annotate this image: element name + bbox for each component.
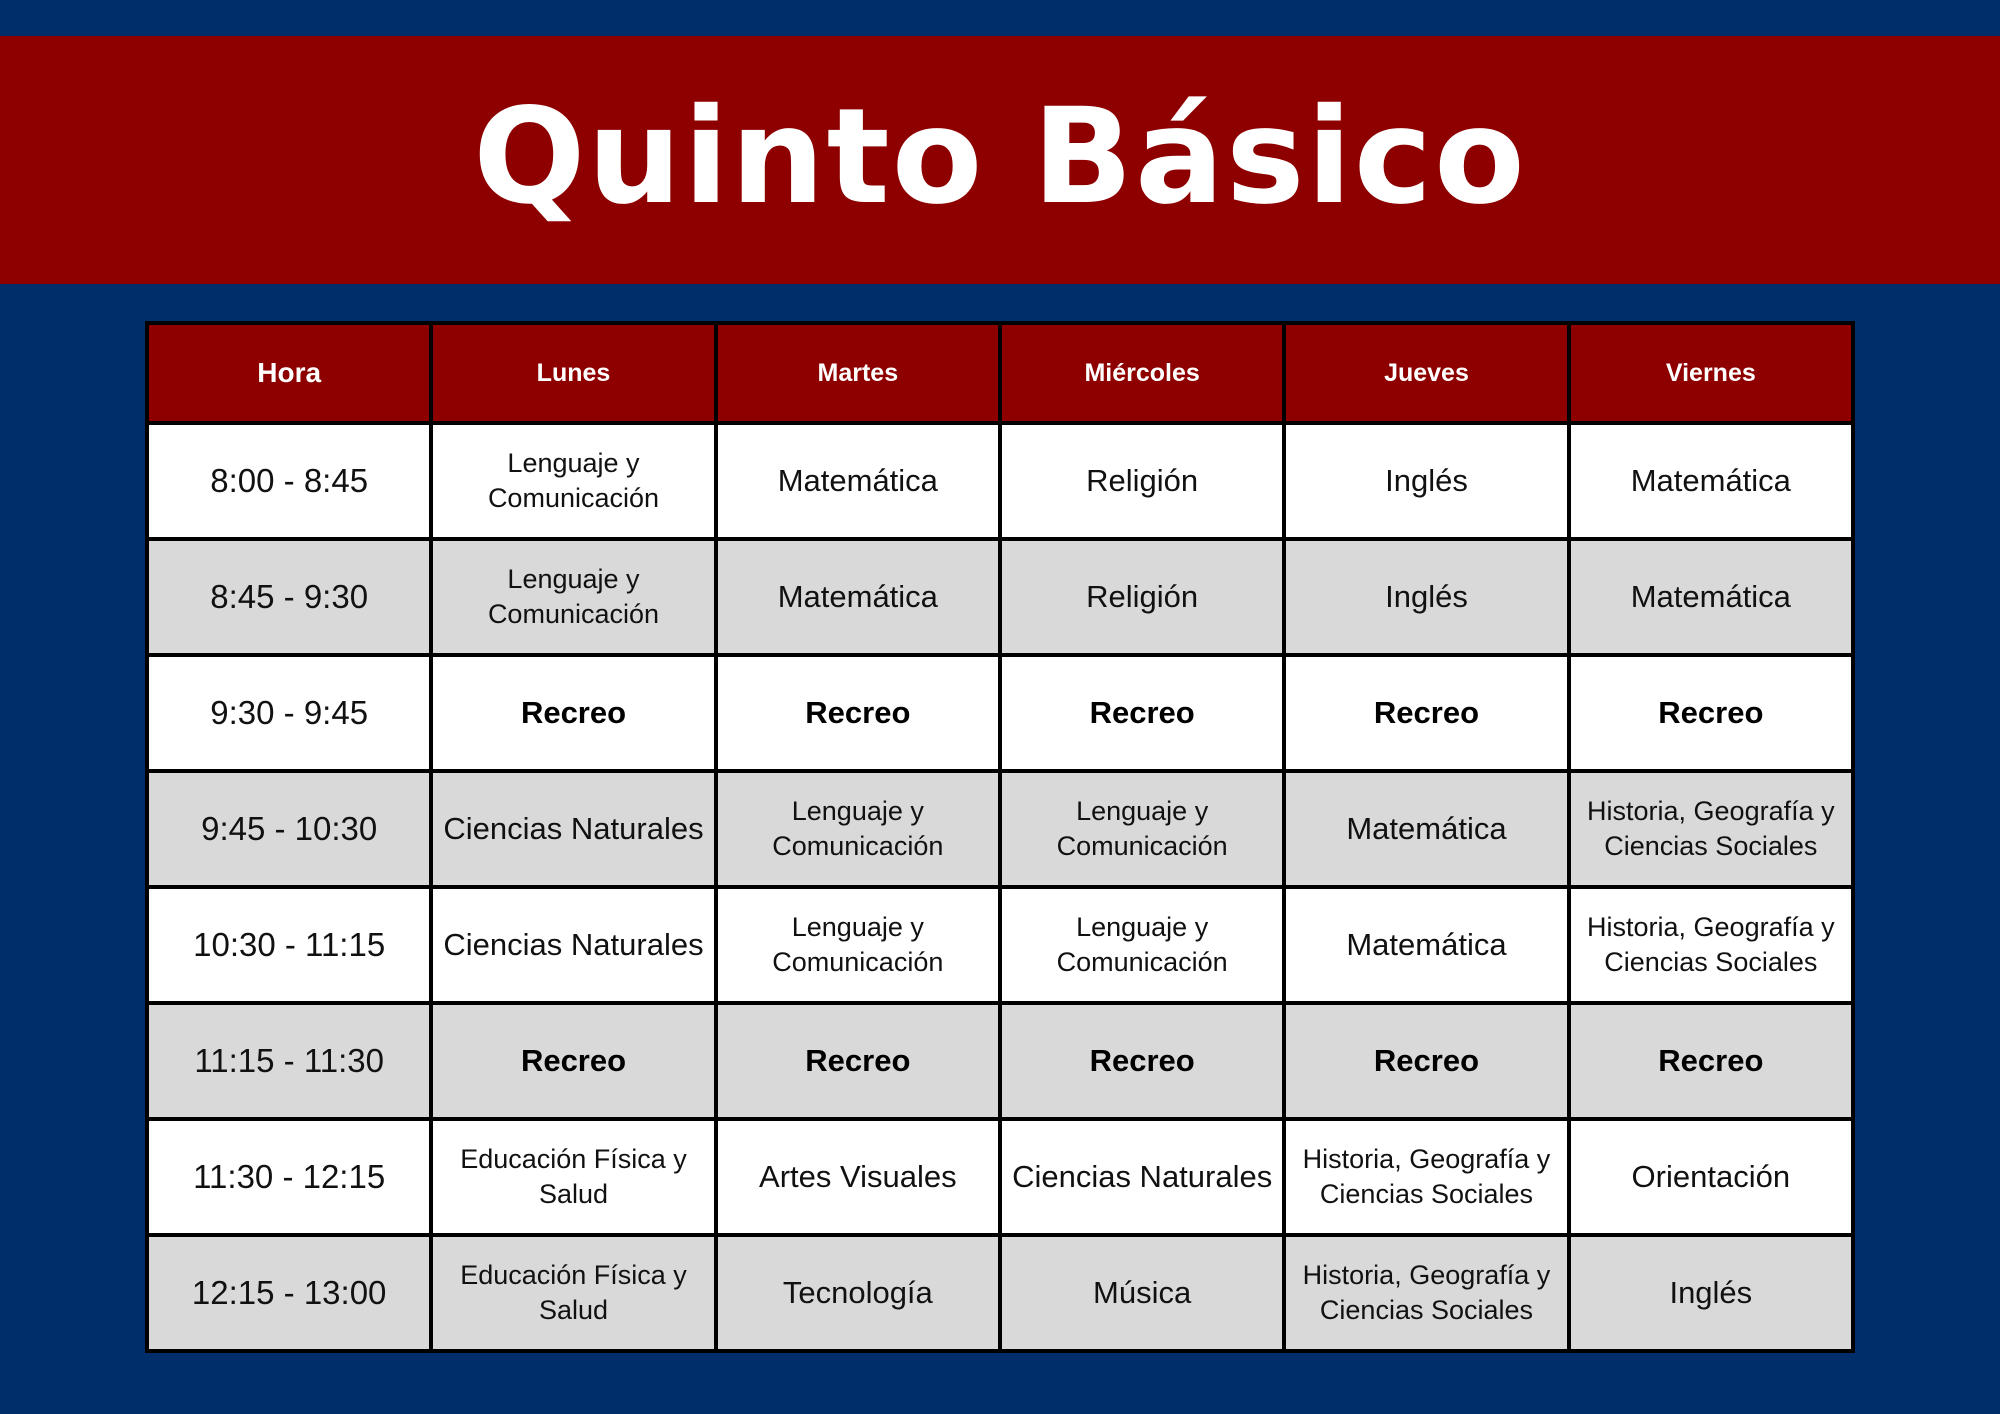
schedule-body — [147, 423, 1853, 1351]
cell-miercoles: Lenguaje y Comunicación — [1000, 887, 1284, 1003]
cell-jueves: Inglés — [1284, 423, 1568, 539]
cell-jueves: Inglés — [1284, 539, 1568, 655]
header-row — [147, 323, 1853, 423]
cell-martes: Artes Visuales — [716, 1119, 1000, 1235]
header-hora: Hora — [147, 323, 431, 423]
header-jueves: Jueves — [1284, 323, 1568, 423]
cell-miercoles: Recreo — [1000, 655, 1284, 771]
cell-lunes: Educación Física y Salud — [431, 1119, 715, 1235]
cell-viernes: Recreo — [1569, 655, 1853, 771]
cell-miercoles: Recreo — [1000, 1003, 1284, 1119]
cell-martes: Matemática — [716, 423, 1000, 539]
header-viernes: Viernes — [1569, 323, 1853, 423]
cell-miercoles: Ciencias Naturales — [1000, 1119, 1284, 1235]
cell-martes: Lenguaje y Comunicación — [716, 771, 1000, 887]
page-title: Quinto Básico — [473, 80, 1527, 234]
time-cell: 11:30 - 12:15 — [147, 1119, 431, 1235]
cell-jueves: Historia, Geografía y Ciencias Sociales — [1284, 1235, 1568, 1351]
cell-viernes: Orientación — [1569, 1119, 1853, 1235]
cell-lunes: Recreo — [431, 655, 715, 771]
cell-lunes: Educación Física y Salud — [431, 1235, 715, 1351]
cell-viernes: Historia, Geografía y Ciencias Sociales — [1569, 771, 1853, 887]
cell-viernes: Recreo — [1569, 1003, 1853, 1119]
cell-viernes: Historia, Geografía y Ciencias Sociales — [1569, 887, 1853, 1003]
cell-miercoles: Religión — [1000, 539, 1284, 655]
header-martes: Martes — [716, 323, 1000, 423]
cell-jueves: Recreo — [1284, 1003, 1568, 1119]
cell-viernes: Inglés — [1569, 1235, 1853, 1351]
cell-miercoles: Música — [1000, 1235, 1284, 1351]
table-row — [147, 1235, 1853, 1351]
table-row — [147, 771, 1853, 887]
cell-lunes: Recreo — [431, 1003, 715, 1119]
cell-martes: Recreo — [716, 1003, 1000, 1119]
cell-miercoles: Religión — [1000, 423, 1284, 539]
cell-jueves: Matemática — [1284, 771, 1568, 887]
cell-martes: Matemática — [716, 539, 1000, 655]
cell-lunes: Lenguaje y Comunicación — [431, 423, 715, 539]
cell-lunes: Ciencias Naturales — [431, 887, 715, 1003]
table-row — [147, 1119, 1853, 1235]
table-row — [147, 423, 1853, 539]
cell-viernes: Matemática — [1569, 423, 1853, 539]
table-row — [147, 539, 1853, 655]
cell-lunes: Ciencias Naturales — [431, 771, 715, 887]
time-cell: 9:30 - 9:45 — [147, 655, 431, 771]
table-row — [147, 887, 1853, 1003]
time-cell: 11:15 - 11:30 — [147, 1003, 431, 1119]
cell-jueves: Matemática — [1284, 887, 1568, 1003]
time-cell: 12:15 - 13:00 — [147, 1235, 431, 1351]
time-cell: 8:00 - 8:45 — [147, 423, 431, 539]
header-lunes: Lunes — [431, 323, 715, 423]
cell-martes: Recreo — [716, 655, 1000, 771]
time-cell: 8:45 - 9:30 — [147, 539, 431, 655]
cell-miercoles: Lenguaje y Comunicación — [1000, 771, 1284, 887]
time-cell: 9:45 - 10:30 — [147, 771, 431, 887]
cell-martes: Lenguaje y Comunicación — [716, 887, 1000, 1003]
header-miercoles: Miércoles — [1000, 323, 1284, 423]
table-row — [147, 1003, 1853, 1119]
title-banner — [0, 36, 2000, 284]
cell-martes: Tecnología — [716, 1235, 1000, 1351]
cell-jueves: Historia, Geografía y Ciencias Sociales — [1284, 1119, 1568, 1235]
table-row — [147, 655, 1853, 771]
cell-lunes: Lenguaje y Comunicación — [431, 539, 715, 655]
cell-viernes: Matemática — [1569, 539, 1853, 655]
time-cell: 10:30 - 11:15 — [147, 887, 431, 1003]
schedule-table — [145, 321, 1855, 1353]
cell-jueves: Recreo — [1284, 655, 1568, 771]
